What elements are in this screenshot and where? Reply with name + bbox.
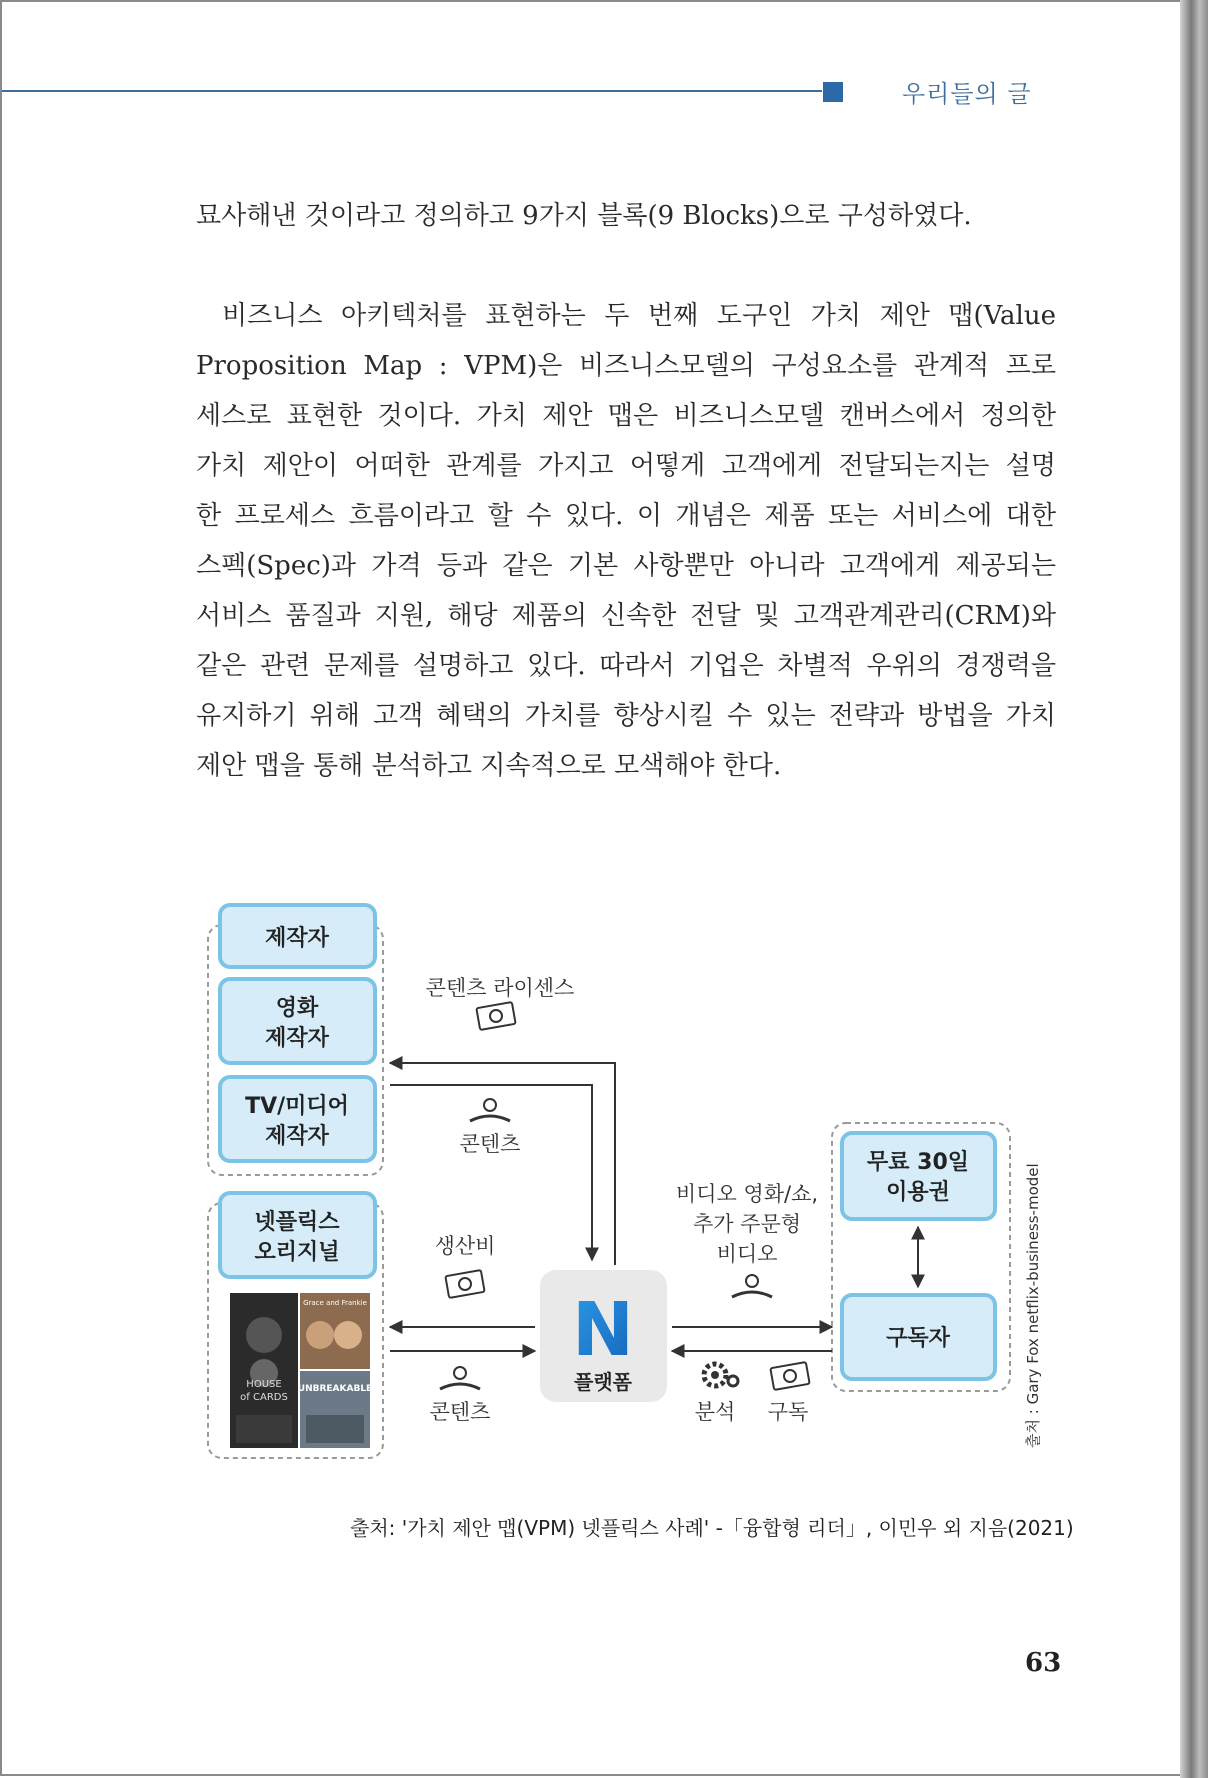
poster-left-title: HOUSE [246, 1379, 282, 1390]
paragraph-2-line: 스펙(Spec)과 가격 등과 같은 기본 사항뿐만 아니라 고객에게 제공되는 [196, 551, 1056, 581]
header-square-marker [823, 82, 843, 102]
vpm-diagram-svg [200, 895, 1060, 1475]
paragraph-1: 묘사해낸 것이라고 정의하고 9가지 블록(9 Blocks)으로 구성하였다. [196, 201, 972, 231]
money-icon [445, 1270, 484, 1298]
video-idea-icon [732, 1275, 772, 1297]
original-posters-image [230, 1293, 372, 1448]
netflix-original-label: 넷플릭스 [254, 1210, 340, 1235]
movie-producer-label: 제작자 [265, 1026, 329, 1051]
running-header-title: 우리들의 글 [902, 80, 1032, 108]
paragraph-2-line: 한 프로세스 흐름이라고 할 수 있다. 이 개념은 제품 또는 서비스에 대한 [196, 501, 1056, 531]
netflix-n-logo: N [572, 1287, 634, 1373]
content-idea-icon [470, 1099, 510, 1121]
paragraph-2-line: 비즈니스 아키텍처를 표현하는 두 번째 도구인 가치 제안 맵(Value [222, 301, 1056, 331]
paragraph-2-line: 세스로 표현한 것이다. 가치 제안 맵은 비즈니스모델 캔버스에서 정의한 [196, 401, 1056, 431]
platform-label: 플랫폼 [574, 1370, 632, 1394]
source-vertical-label: 출처 : Gary Fox netflix-business-model [1024, 1163, 1042, 1448]
content-idea-icon [440, 1367, 480, 1389]
video-offer-label: 비디오 영화/쇼, [675, 1182, 819, 1206]
poster-right-title: Grace and Frankie [303, 1299, 367, 1307]
movie-producer-label: 영화 [275, 996, 319, 1021]
free-trial-box [842, 1133, 995, 1219]
poster-right-title: UNBREAKABLE [297, 1384, 373, 1394]
paragraph-2-line: 서비스 품질과 지원, 해당 제품의 신속한 전달 및 고객관계관리(CRM)와 [196, 601, 1056, 631]
page-number: 63 [1025, 1648, 1062, 1678]
subscription-label: 구독 [767, 1400, 809, 1424]
header-rule [2, 90, 822, 92]
license-flow-arrow [390, 1063, 615, 1265]
analysis-label: 분석 [694, 1400, 736, 1424]
netflix-original-label: 오리지널 [254, 1240, 340, 1265]
paragraph-2-line: 가치 제안이 어떠한 관계를 가지고 어떻게 고객에게 전달되는지는 설명 [196, 451, 1056, 481]
paragraph-2-line: 유지하기 위해 고객 혜택의 가치를 향상시킬 수 있는 전략과 방법을 가치 [196, 701, 1056, 731]
producer-header-label: 제작자 [265, 926, 329, 951]
money-icon [476, 1002, 515, 1030]
production-cost-label: 생산비 [434, 1234, 496, 1258]
vpm-netflix-diagram [200, 895, 1060, 1475]
paragraph-2-line: 제안 맵을 통해 분석하고 지속적으로 모색해야 한다. [196, 751, 782, 781]
gear-icon [704, 1364, 738, 1386]
poster-left-title: of CARDS [240, 1392, 288, 1403]
subscriber-label: 구독자 [886, 1326, 950, 1351]
content-bottom-label: 콘텐츠 [429, 1400, 491, 1424]
content-license-label: 콘텐츠 라이센스 [425, 976, 575, 1000]
tv-producer-label: TV/미디어 [245, 1094, 349, 1119]
paragraph-2 [196, 291, 1056, 791]
video-offer-label: 추가 주문형 [692, 1212, 802, 1236]
paragraph-2-line: 같은 관련 문제를 설명하고 있다. 따라서 기업은 차별적 우위의 경쟁력을 [196, 651, 1056, 681]
content-top-label: 콘텐츠 [459, 1132, 521, 1156]
tv-producer-label: 제작자 [265, 1124, 329, 1149]
figure-caption: 출처: '가치 제안 맵(VPM) 넷플릭스 사례' -「융합형 리더」, 이민우 외 지음(2021) [350, 1516, 1074, 1540]
free-trial-label: 이용권 [886, 1180, 950, 1205]
paragraph-2-line: Proposition Map : VPM)은 비즈니스모델의 구성요소를 관계적 프로 [196, 351, 1056, 381]
book-spine [1180, 0, 1208, 1778]
free-trial-label: 무료 30일 [866, 1150, 970, 1175]
money-icon [770, 1362, 809, 1390]
video-offer-label: 비디오 [716, 1242, 778, 1266]
